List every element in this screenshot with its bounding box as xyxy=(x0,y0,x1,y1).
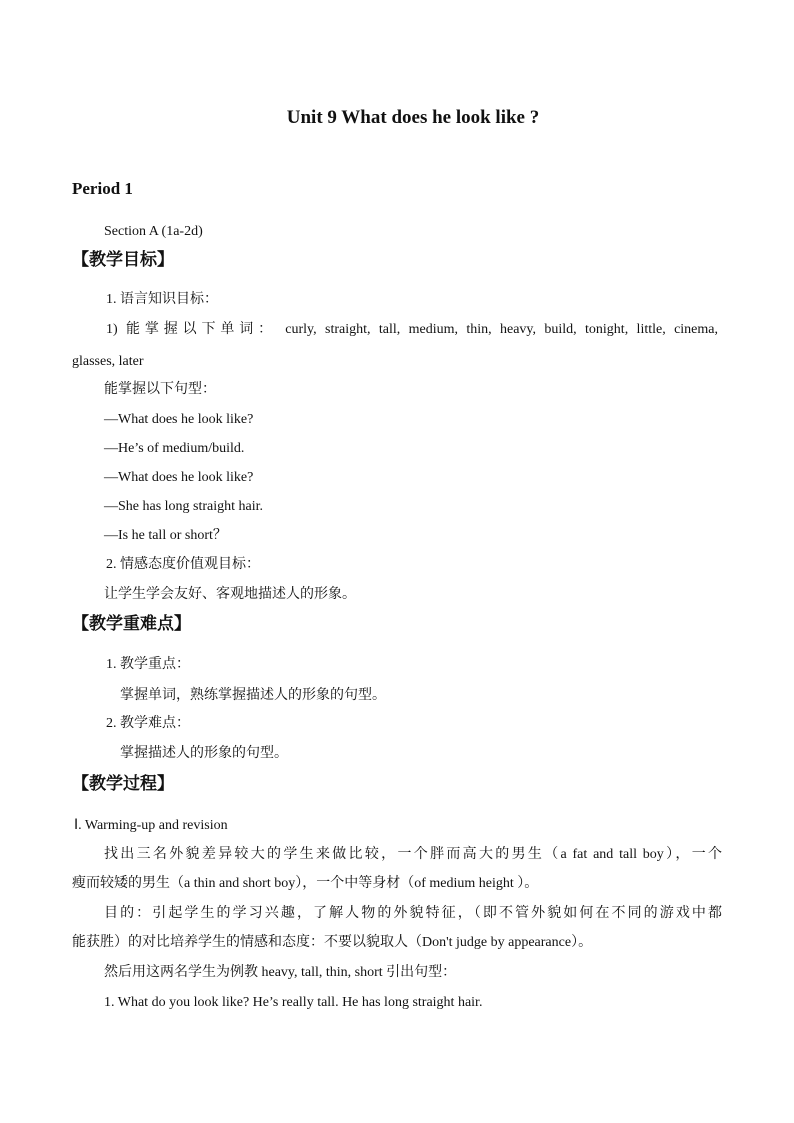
pattern-line: —She has long straight hair. xyxy=(104,499,264,514)
objectives-item-2: 2. 情感态度价值观目标： xyxy=(106,557,260,572)
key-points-item-1: 1. 教学重点： xyxy=(106,657,190,672)
pattern-line: —What does he look like? xyxy=(104,470,254,485)
period-heading: Period 1 xyxy=(72,179,133,198)
patterns-label: 能掌握以下句型： xyxy=(104,381,216,397)
key-points-item-2: 2. 教学难点： xyxy=(106,716,190,731)
process-step-1: Ⅰ. Warming-up and revision xyxy=(74,818,228,833)
objectives-item-2-text: 让学生学会友好、客观地描述人的形象。 xyxy=(104,586,356,602)
paragraph-line: 目的：引起学生的学习兴趣，了解人物的外貌特征，（即不管外貌如何在不同的游戏中都 xyxy=(104,906,722,921)
section-label: Section A (1a-2d) xyxy=(104,224,203,239)
key-points-item-2-text: 掌握描述人的形象的句型。 xyxy=(120,745,288,761)
paragraph-line: 能获胜）的对比培养学生的情感和态度：不要以貌取人（Don't judge by appearance）。 xyxy=(72,935,593,950)
objectives-heading: 【教学目标】 xyxy=(72,250,174,270)
vocab-line-2: glasses, later xyxy=(72,354,144,369)
key-points-heading: 【教学重难点】 xyxy=(72,614,191,634)
key-points-item-1-text: 掌握单词，熟练掌握描述人的形象的句型。 xyxy=(120,687,386,703)
document-title: Unit 9 What does he look like ? xyxy=(286,107,540,128)
pattern-line: —What does he look like? xyxy=(104,412,254,427)
example-line: 1. What do you look like? He’s really tall. He has long straight hair. xyxy=(104,995,483,1010)
paragraph-line: 瘦而较矮的男生（a thin and short boy），一个中等身材（of medium height ）。 xyxy=(72,876,539,891)
pattern-line: —Is he tall or short？ xyxy=(104,528,227,543)
paragraph-line: 找出三名外貌差异较大的学生来做比较，一个胖而高大的男生（a fat and tall boy），一个 xyxy=(104,847,722,862)
objectives-item-1: 1. 语言知识目标： xyxy=(106,292,218,307)
vocab-line-1: 1) 能掌握以下单词： curly, straight, tall, medium, thin, heavy, build, tonight, little, cinema, xyxy=(106,322,718,337)
process-heading: 【教学过程】 xyxy=(72,774,174,794)
paragraph-line: 然后用这两名学生为例教 heavy, tall, thin, short 引出句型： xyxy=(104,965,457,980)
pattern-line: —He’s of medium/build. xyxy=(104,441,245,456)
